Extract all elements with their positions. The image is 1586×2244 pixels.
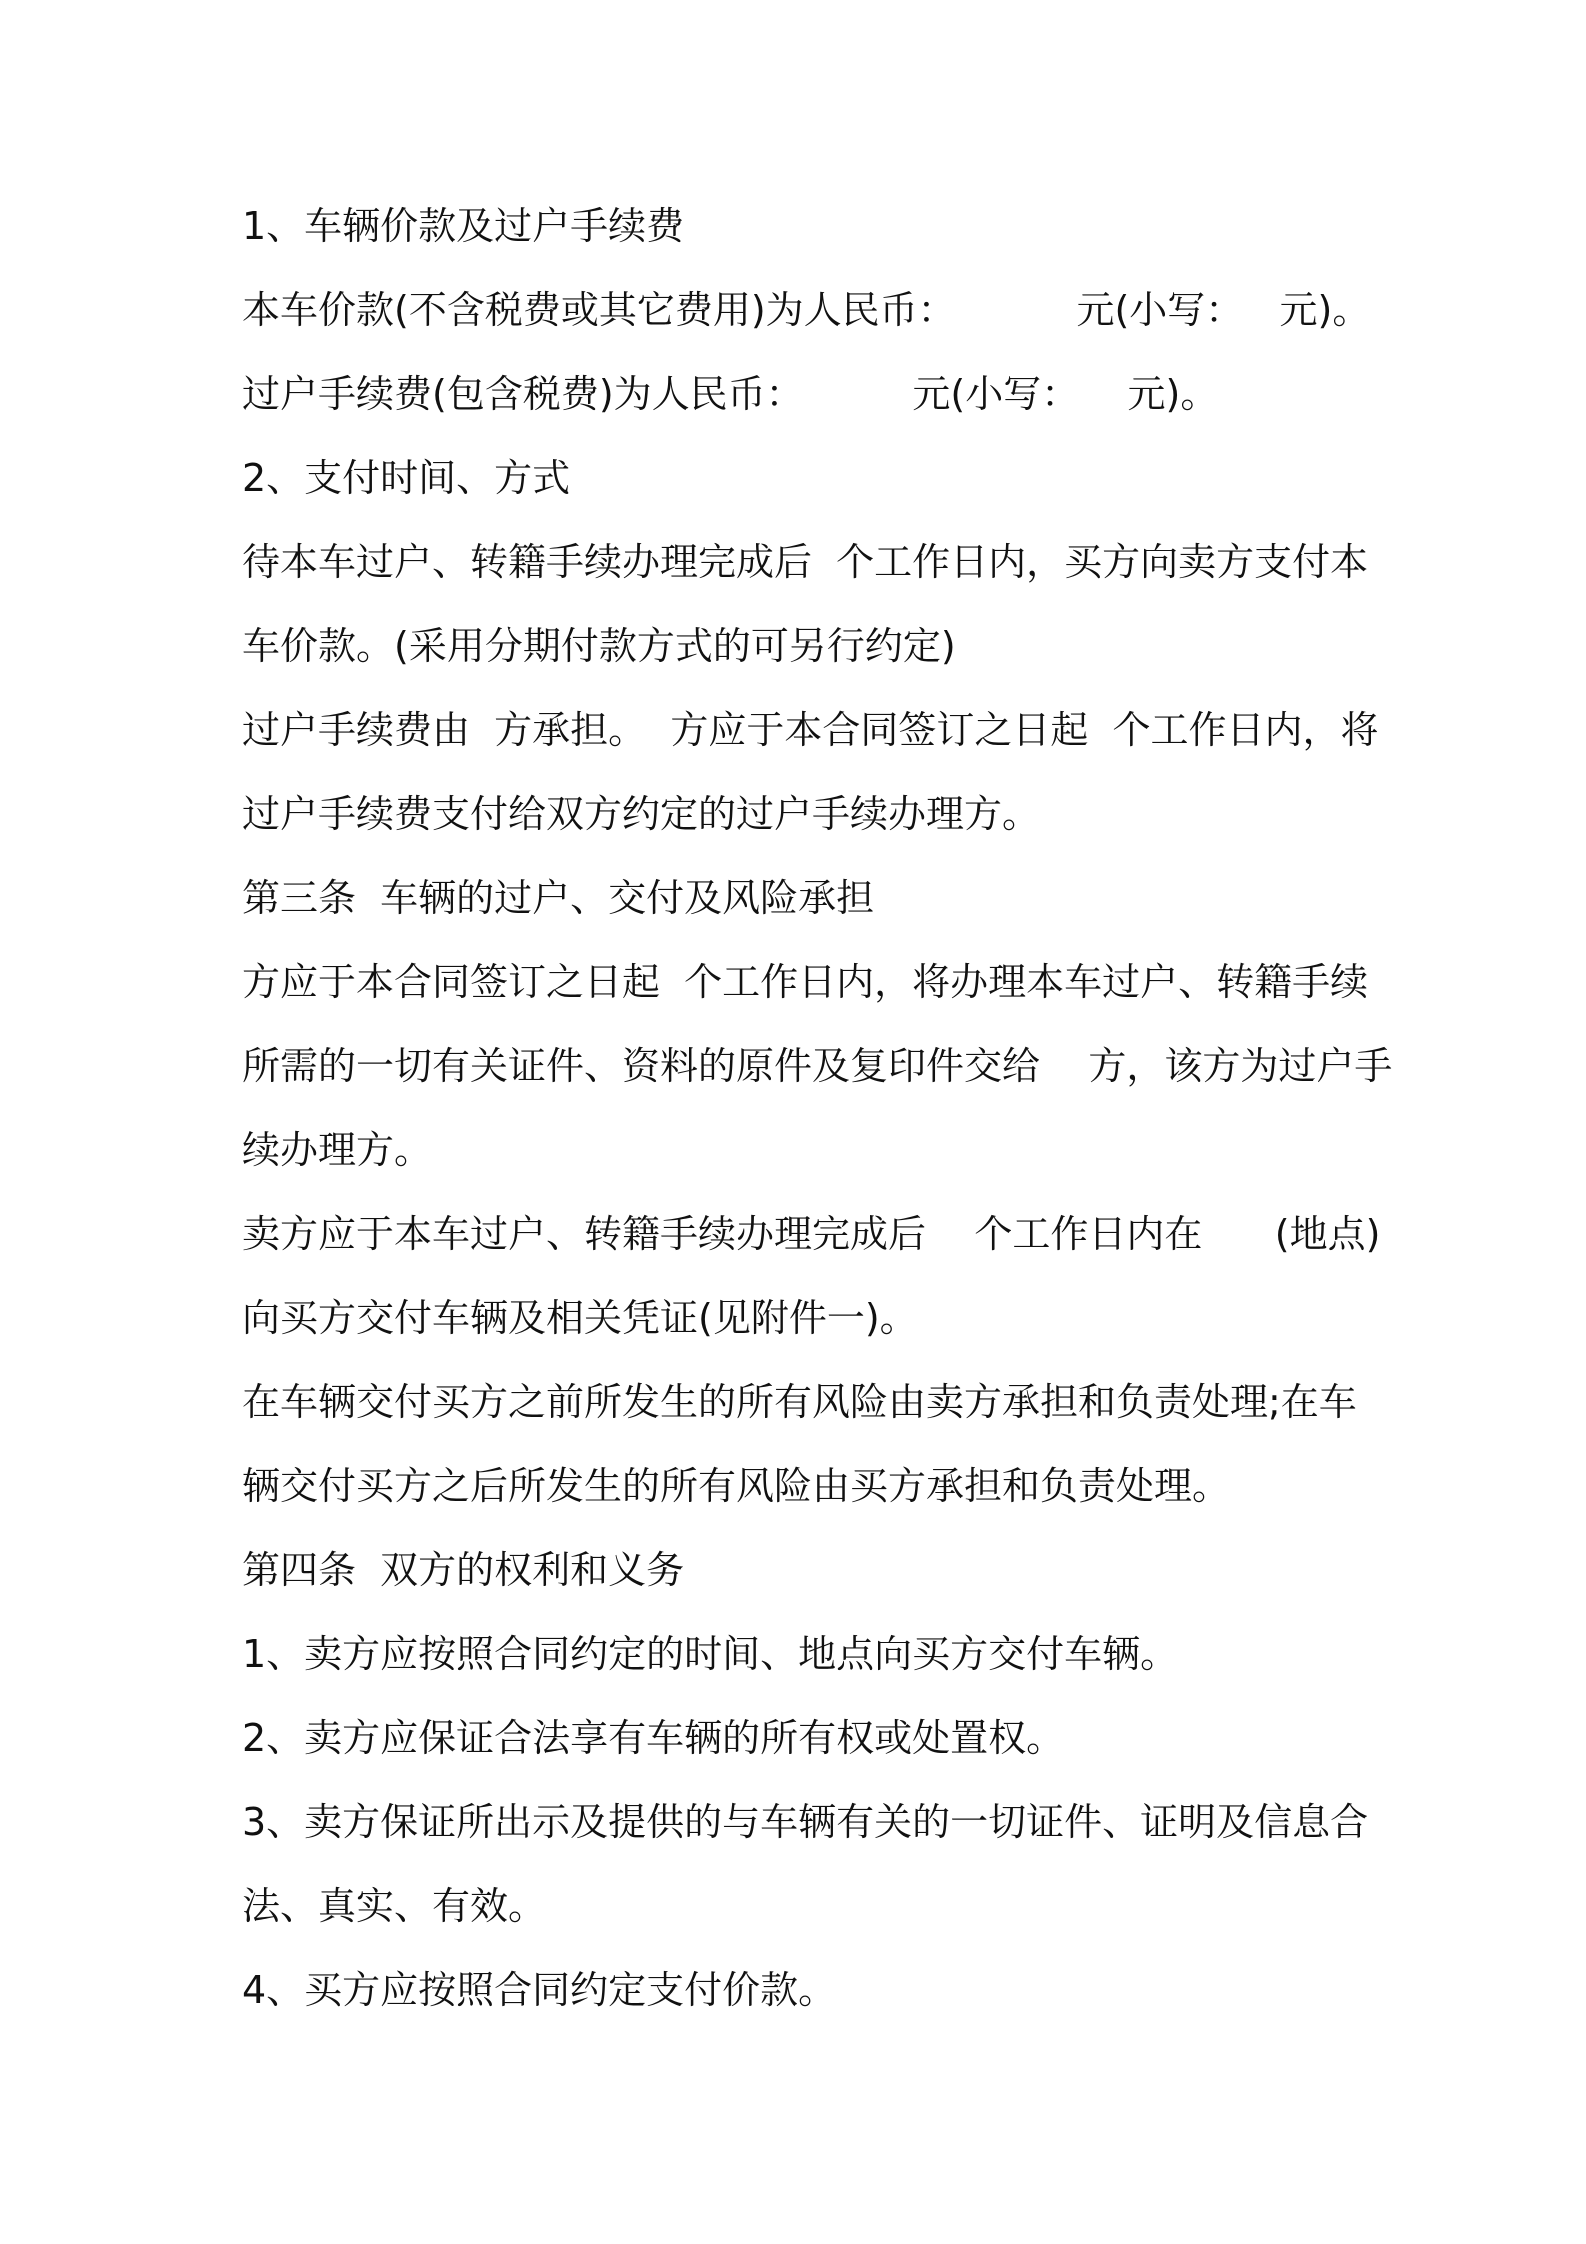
delivery-line-2: 向买方交付车辆及相关凭证(见附件一)。	[242, 1296, 918, 1340]
risk-line-2: 辆交付买方之后所发生的所有风险由买方承担和负责处理。	[242, 1464, 1231, 1508]
fee-paragraph-line-2: 过户手续费支付给双方约定的过户手续办理方。	[242, 792, 1041, 836]
payment-paragraph-line-2: 车价款。(采用分期付款方式的可另行约定)	[242, 624, 956, 668]
price-line: 本车价款(不含税费或其它费用)为人民币： 元(小写： 元)。	[242, 288, 1371, 332]
payment-paragraph-line-1: 待本车过户、转籍手续办理完成后 个工作日内，买方向卖方支付本	[242, 540, 1369, 584]
fee-paragraph-line-1: 过户手续费由 方承担。 方应于本合同签订之日起 个工作日内，将	[242, 708, 1379, 752]
transfer-fee-line: 过户手续费(包含税费)为人民币： 元(小写： 元)。	[242, 372, 1219, 416]
obligation-3-line-2: 法、真实、有效。	[242, 1884, 547, 1928]
clause-heading-price: 1、车辆价款及过户手续费	[242, 204, 685, 248]
article-three-line-1: 方应于本合同签订之日起 个工作日内，将办理本车过户、转籍手续	[242, 960, 1369, 1004]
article-three-line-2: 所需的一切有关证件、资料的原件及复印件交给 方，该方为过户手	[242, 1044, 1393, 1088]
article-three-heading: 第三条 车辆的过户、交付及风险承担	[242, 876, 875, 920]
article-four-heading: 第四条 双方的权利和义务	[242, 1548, 685, 1592]
risk-line-1: 在车辆交付买方之前所发生的所有风险由卖方承担和负责处理;在车	[242, 1380, 1357, 1424]
obligation-2: 2、卖方应保证合法享有车辆的所有权或处置权。	[242, 1716, 1065, 1760]
article-three-line-3: 续办理方。	[242, 1128, 433, 1172]
obligation-3-line-1: 3、卖方保证所出示及提供的与车辆有关的一切证件、证明及信息合	[242, 1800, 1369, 1844]
obligation-1: 1、卖方应按照合同约定的时间、地点向买方交付车辆。	[242, 1632, 1179, 1676]
clause-heading-payment: 2、支付时间、方式	[242, 456, 571, 500]
delivery-line-1: 卖方应于本车过户、转籍手续办理完成后 个工作日内在 (地点)	[242, 1212, 1381, 1256]
obligation-4: 4、买方应按照合同约定支付价款。	[242, 1968, 837, 2012]
